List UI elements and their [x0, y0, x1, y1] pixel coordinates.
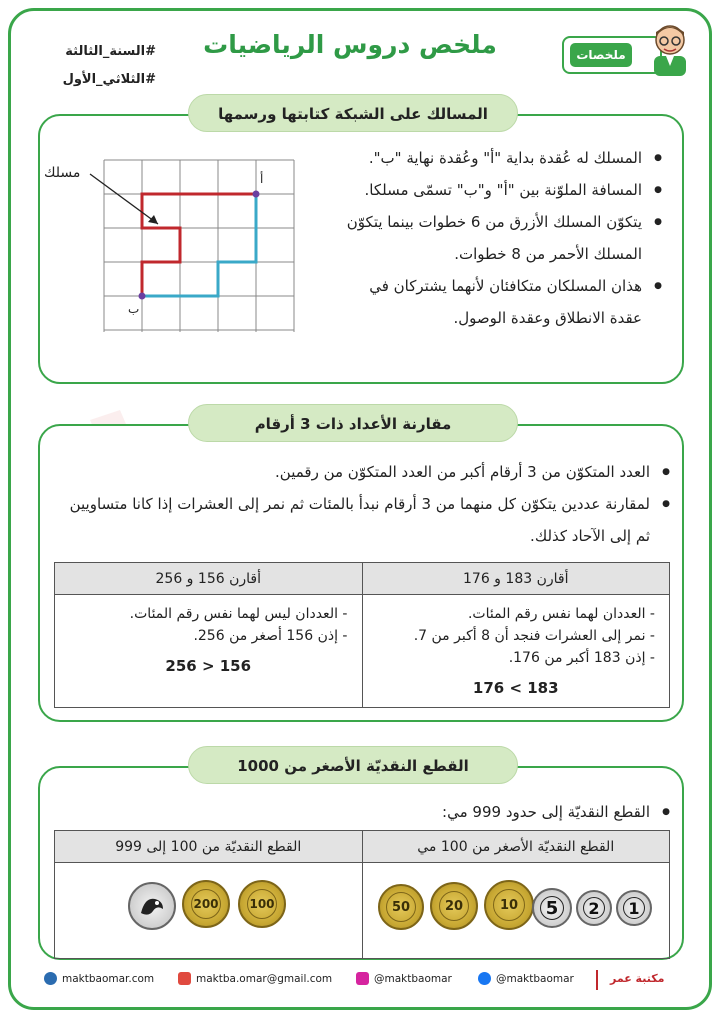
- list-item: ● العدد المتكوّن من 3 أرقام أكبر من العدد المتكوّن من رقمين.: [60, 456, 670, 488]
- coin-10: [484, 880, 534, 930]
- start-node: [253, 191, 260, 198]
- website-text: maktbaomar.com: [62, 972, 155, 985]
- coin-20: [430, 882, 478, 930]
- facebook-text: @maktbaomar: [496, 972, 574, 985]
- coin-2-value: 2: [583, 897, 605, 919]
- coin-1: [616, 890, 652, 926]
- section-coins-bullets: [270, 796, 670, 828]
- coin-10-value: 10: [493, 889, 525, 921]
- coin-200: [182, 880, 230, 928]
- compare-table: [54, 562, 670, 708]
- coin-50-value: 50: [386, 892, 416, 922]
- compare-cell-left: [55, 595, 363, 708]
- coin-emblem-icon: [135, 889, 169, 923]
- footer-facebook[interactable]: [478, 972, 574, 985]
- list-item: - نمر إلى العشرات فنجد أن 8 أكبر من 7.: [373, 625, 656, 647]
- coin-5-value: 5: [540, 896, 564, 920]
- compare-header-left: أقارن 156 و 256: [55, 563, 363, 595]
- brand-label: ملخصات: [570, 43, 632, 67]
- section-coins-title: القطع النقديّة الأصغر من 1000: [188, 746, 518, 784]
- section-paths-title: المسالك على الشبكة كتابتها ورسمها: [188, 94, 518, 132]
- list-item: - العددان لهما نفس رقم المئات.: [373, 603, 656, 625]
- coin-50: [378, 884, 424, 930]
- label-arrow: [90, 174, 158, 224]
- avatar-icon: [648, 22, 692, 78]
- footer-logo: مكتبة عمر: [610, 972, 665, 985]
- node-start-label: أ: [260, 172, 264, 186]
- coins-header-right: القطع النقديّة الأصغر من 100 مي: [362, 831, 670, 863]
- compare-result-right: 176 < 183: [472, 679, 559, 697]
- list-item: - العددان ليس لهما نفس رقم المئات.: [65, 603, 348, 625]
- coin-100-value: 100: [247, 889, 277, 919]
- section-paths-bullets: [342, 142, 662, 334]
- list-item: - إذن 156 أصغر من 256.: [65, 625, 348, 647]
- end-node: [139, 293, 146, 300]
- compare-result-left: 256 > 156: [165, 657, 252, 675]
- section-compare-bullets: [60, 456, 670, 552]
- compare-cell-right: [362, 595, 670, 708]
- email-text: maktba.omar@gmail.com: [196, 972, 333, 985]
- compare-header-right: أقارن 183 و 176: [362, 563, 670, 595]
- section-compare-title: مقارنة الأعداد ذات 3 أرقام: [188, 404, 518, 442]
- coin-5: [532, 888, 572, 928]
- list-item: - إذن 183 أكبر من 176.: [373, 647, 656, 669]
- coin-1-value: 1: [623, 897, 645, 919]
- footer: [44, 972, 684, 994]
- coin-emblem: [128, 882, 176, 930]
- instagram-text: @maktbaomar: [374, 972, 452, 985]
- list-item: ● لمقارنة عددين يتكوّن كل منهما من 3 أرقام نبدأ بالمئات ثم نمر إلى العشرات إذا كانا متساويين ثم إلى الآحاد كذلك.: [60, 488, 670, 552]
- instagram-icon: [356, 972, 369, 985]
- header-tags: [36, 38, 156, 94]
- list-item: ● هذان المسلكان متكافئان لأنهما يشتركان في عقدة الانطلاق وعقدة الوصول.: [342, 270, 662, 334]
- list-item: ● يتكوّن المسلك الأزرق من 6 خطوات بينما يتكوّن المسلك الأحمر من 8 خطوات.: [342, 206, 662, 270]
- list-item: ● القطع النقديّة إلى حدود 999 مي:: [270, 796, 670, 828]
- globe-icon: [44, 972, 57, 985]
- facebook-icon: [478, 972, 491, 985]
- footer-email[interactable]: [178, 972, 332, 985]
- coin-100: [238, 880, 286, 928]
- coin-2: [576, 890, 612, 926]
- footer-instagram[interactable]: [356, 972, 452, 985]
- grid-path-label: مسلك: [44, 165, 81, 181]
- coin-200-value: 200: [191, 889, 221, 919]
- footer-website[interactable]: [44, 972, 154, 985]
- list-item: ● المسافة الملوّنة بين "أ" و"ب" تسمّى مسلكا.: [342, 174, 662, 206]
- tag-term: #الثلاثي_الأول: [62, 72, 156, 87]
- node-end-label: ب: [128, 302, 140, 316]
- list-item: ● المسلك له عُقدة بداية "أ" وعُقدة نهاية "ب".: [342, 142, 662, 174]
- red-path: [142, 194, 256, 296]
- footer-divider: [596, 970, 598, 990]
- coin-20-value: 20: [439, 891, 469, 921]
- coins-header-left: القطع النقديّة من 100 إلى 999: [55, 831, 363, 863]
- page-title: ملخص دروس الرياضيات: [203, 30, 497, 59]
- blue-path: [142, 194, 256, 296]
- brand-tab: [562, 36, 662, 74]
- tag-year: #السنة_الثالثة: [65, 44, 156, 59]
- gmail-icon: [178, 972, 191, 985]
